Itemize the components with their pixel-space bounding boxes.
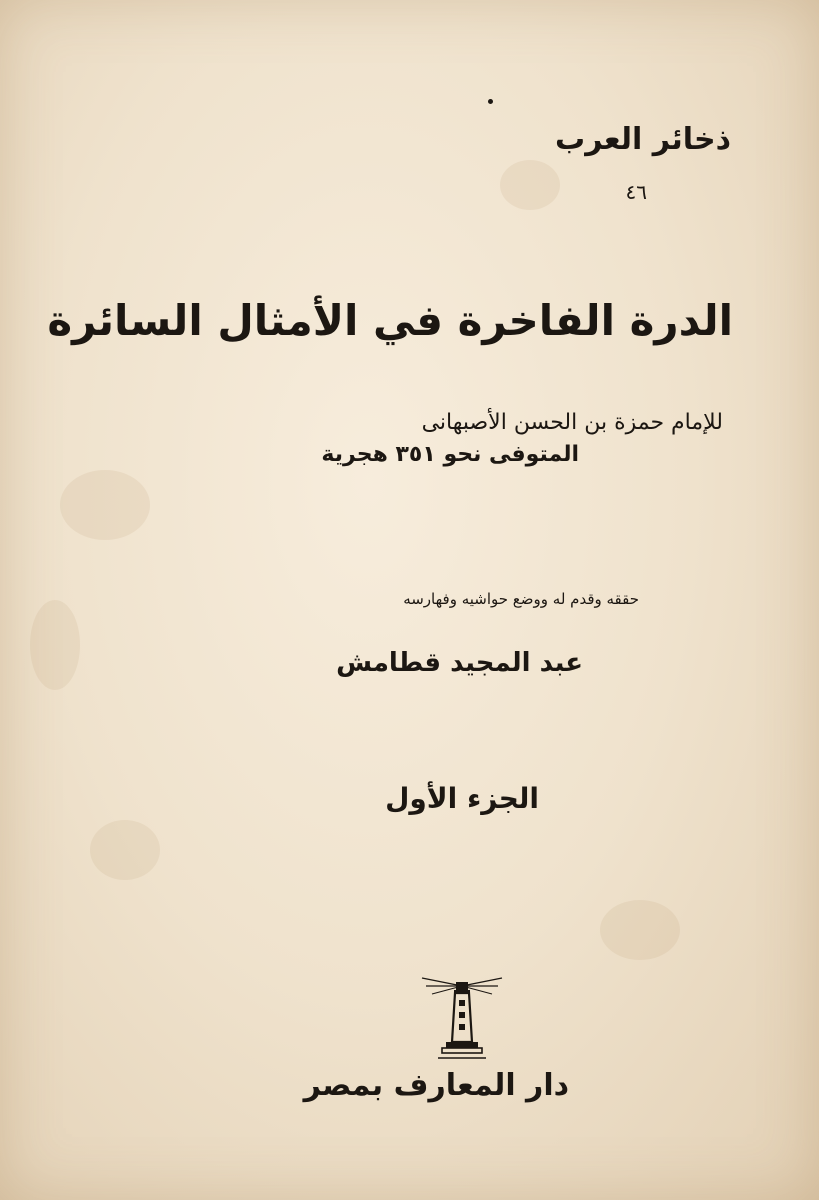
volume-label: الجزء الأول [385,782,539,815]
book-title: الدرة الفاخرة في الأمثال السائرة [47,296,733,345]
series-name: ذخائر العرب [555,122,731,157]
author-line: للإمام حمزة بن الحسن الأصبهانى [421,410,723,435]
publisher-name: دار المعارف بمصر [303,1068,569,1103]
editor-name: عبد المجيد قطامش [336,648,583,678]
paper-stain [30,600,80,690]
editing-credit: حققه وقدم له ووضع حواشيه وفهارسه [403,590,639,608]
death-date-line: المتوفى نحو ٣٥١ هجرية [321,442,579,467]
paper-stain [600,900,680,960]
series-number: ٤٦ [625,180,647,204]
paper-stain [500,160,560,210]
lighthouse-logo-icon [420,972,504,1062]
paper-stain [90,820,160,880]
ink-dot [488,99,493,104]
paper-stain [60,470,150,540]
